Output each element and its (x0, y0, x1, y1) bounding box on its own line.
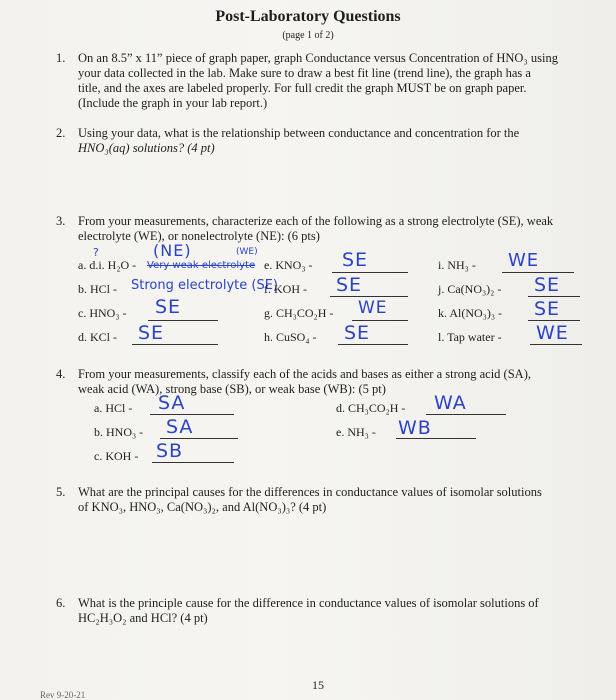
item-label: d. CH₃CO₂H - (336, 401, 406, 415)
handwritten-answer: WA (434, 392, 467, 414)
question-text-line: HC₂H₃O₂ and HCl? (4 pt) (78, 611, 208, 625)
revision-label: Rev 9-20-21 (40, 690, 86, 700)
answer-blank (338, 344, 408, 345)
answer-blank (152, 462, 234, 463)
item-label: a. HCl - (94, 401, 133, 415)
question-text-line: On an 8.5” x 11” piece of graph paper, graph Conductance versus Concentration of HNO₃ using (78, 51, 558, 65)
item-label: e. NH₃ - (336, 425, 376, 439)
handwritten-answer: SE (534, 298, 561, 320)
item-label: c. HNO₃ - (78, 306, 127, 320)
question-text-line: What are the principal causes for the differences in conductance values of isomolar solutions (78, 485, 542, 499)
question-text-line: Using your data, what is the relationship between conductance and concentration for the (78, 126, 520, 140)
item-label: h. CuSO₄ - (264, 330, 317, 344)
question-text-line: HNO₃(aq) solutions? (4 pt) (78, 141, 215, 155)
answer-blank (530, 344, 582, 345)
question-number: 1. (56, 51, 66, 65)
answer-blank (148, 320, 218, 321)
question-number: 3. (56, 214, 66, 228)
question-number: 2. (56, 126, 66, 140)
question-text-line: weak acid (WA), strong base (SB), or weak base (WB): (5 pt) (78, 382, 386, 396)
handwritten-answer: WE (536, 322, 569, 344)
handwritten-answer: SE (342, 249, 369, 271)
question-number: 6. (56, 596, 66, 610)
answer-blank (330, 296, 408, 297)
page-number: 15 (312, 678, 324, 692)
question-text-line: title, and the axes are labeled properly. For full credit the graph MUST be on graph paper. (78, 81, 527, 95)
answer-blank (150, 414, 234, 415)
item-label: a. d.i. H₂O - (78, 258, 137, 272)
answer-blank (426, 414, 506, 415)
answer-blank (132, 344, 218, 345)
answer-blank (160, 438, 238, 439)
question-text-line: (Include the graph in your lab report.) (78, 96, 268, 110)
answer-blank (352, 320, 408, 321)
question-number: 5. (56, 485, 66, 499)
item-label: j. Ca(NO₃)₂ - (438, 282, 502, 296)
item-label: i. NH₃ - (438, 258, 476, 272)
question-text-line: From your measurements, characterize each of the following as a strong electrolyte (SE), weak (78, 214, 554, 228)
question-text-line: of KNO₃, HNO₃, Ca(NO₃)₂, and Al(NO₃)₃? (4 pt) (78, 500, 327, 514)
handwritten-answer: SE (155, 296, 182, 318)
question-text-line: What is the principle cause for the difference in conductance values of isomolar solutions of (78, 596, 539, 610)
item-label: b. HNO₃ - (94, 425, 144, 439)
handwritten-answer: SE (138, 322, 165, 344)
question-number: 4. (56, 367, 66, 381)
handwritten-answer: SA (158, 392, 186, 414)
item-label: c. KOH - (94, 449, 139, 463)
page-subtitle: (page 1 of 2) (282, 30, 334, 41)
answer-blank (332, 272, 408, 273)
question-text-line: From your measurements, classify each of the acids and bases as either a strong acid (SA), (78, 367, 531, 381)
item-label: d. KCl - (78, 330, 117, 344)
item-label: e. KNO₃ - (264, 258, 313, 272)
handwritten-answer: WB (398, 417, 432, 439)
question-text-line: your data collected in the lab. Make sure to draw a best fit line (trend line), the graph has a (78, 66, 531, 80)
answer-blank (528, 296, 580, 297)
answer-blank (502, 272, 574, 273)
handwritten-answer: (NE) (153, 241, 192, 260)
item-label: b. HCl - (78, 282, 117, 296)
handwritten-note: (WE) (236, 247, 258, 257)
question-text-line: electrolyte (WE), or nonelectrolyte (NE): (6 pts) (78, 229, 320, 243)
handwritten-answer: SA (166, 416, 194, 438)
item-label: k. Al(NO₃)₃ - (438, 306, 503, 320)
item-label: g. CH₃CO₂H - (264, 306, 334, 320)
handwritten-answer: SE (336, 274, 363, 296)
handwritten-answer: Strong electrolyte (SE) (131, 278, 278, 293)
item-label: f. KOH - (264, 282, 307, 296)
handwritten-answer: SB (156, 440, 184, 462)
handwritten-answer: WE (508, 250, 540, 271)
page-title: Post-Laboratory Questions (215, 8, 401, 25)
handwritten-crossed-note: Very weak electrolyte (147, 260, 256, 271)
item-label: l. Tap water - (438, 330, 502, 344)
handwritten-answer: SE (344, 322, 371, 344)
handwritten-question-mark: ? (93, 246, 99, 259)
answer-blank (528, 320, 580, 321)
handwritten-answer: WE (358, 298, 388, 318)
handwritten-answer: SE (534, 274, 561, 296)
